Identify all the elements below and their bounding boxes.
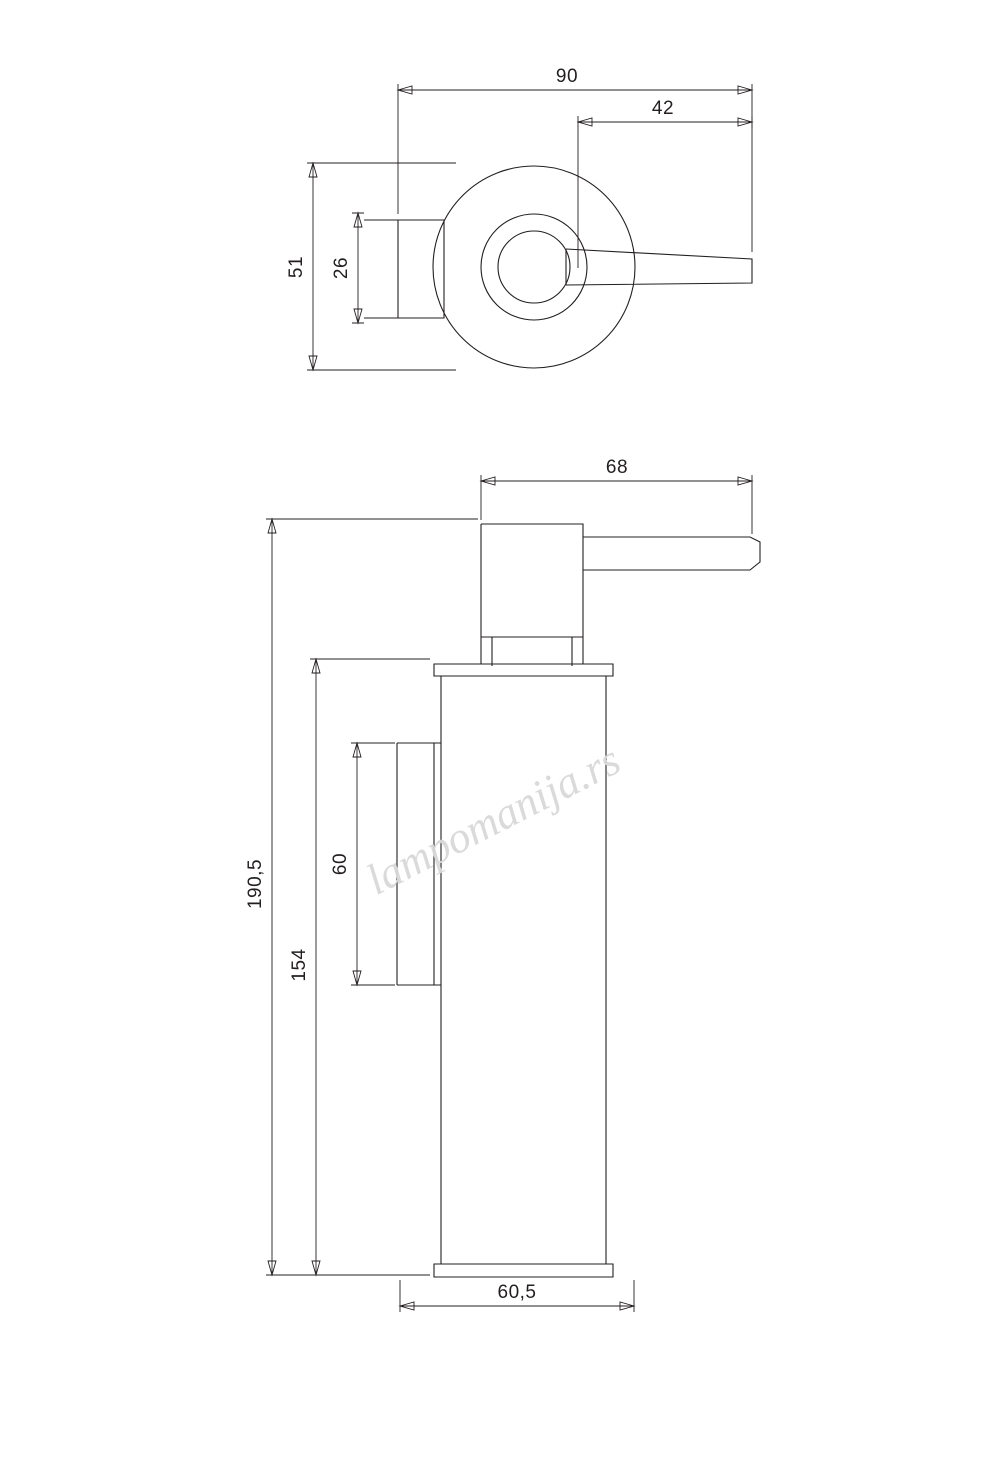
dim-42: 42: [651, 98, 675, 119]
watermark-text: lampomanija.rs: [358, 734, 628, 905]
dim-68: 68: [605, 457, 629, 478]
dim-190-5: 190,5: [245, 858, 266, 910]
top-view-dimensions: [286, 66, 752, 370]
dim-154: 154: [289, 948, 310, 982]
top-view-geometry: [398, 166, 752, 368]
front-view-geometry: [397, 524, 760, 1277]
dim-60-5: 60,5: [497, 1282, 537, 1303]
dim-51: 51: [286, 255, 307, 279]
dim-90: 90: [555, 66, 579, 87]
dim-26: 26: [331, 256, 352, 280]
front-view-dimensions: [245, 457, 752, 1312]
dim-60: 60: [330, 852, 351, 876]
